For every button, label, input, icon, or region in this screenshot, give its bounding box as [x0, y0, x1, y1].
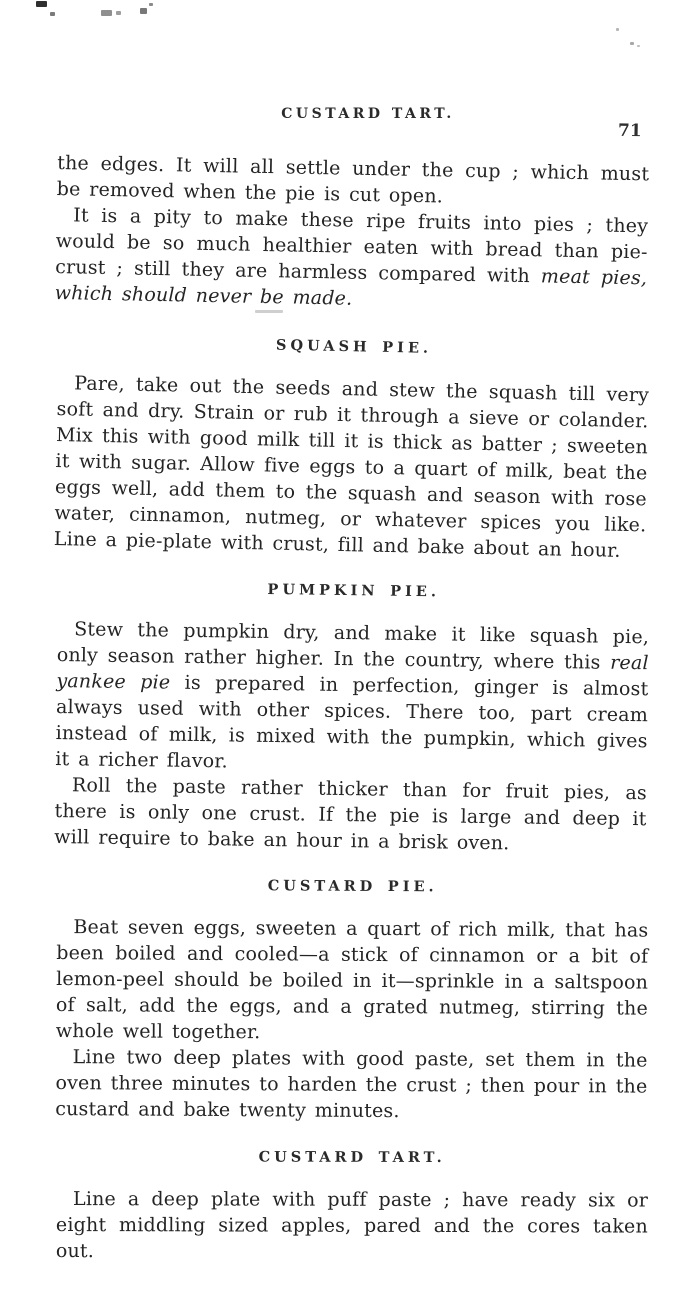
paragraph-text: is prepared in perfection, ginger is almost always used with other spices. There too, part cream instead of milk, is mixed with the pumpkin, which gives it a richer flavor. [55, 671, 649, 773]
paragraph-text-italic: meat pies, which should never be made. [54, 265, 648, 310]
text-block [53, 150, 650, 1264]
scan-speck [630, 42, 634, 45]
section-custard-pie [55, 872, 649, 1126]
paragraph [56, 1186, 648, 1266]
paragraph-text: Beat seven eggs, sweeten a quart of rich milk, that has been boiled and cooled—a stick of cinnamon or a bit of lemon-peel should be boiled in it—sprinkle in a saltspoon of salt, add the eggs, and a grated nutmeg, stirring the whole well together. [55, 916, 649, 1044]
paragraph-text: Line a deep plate with puff paste ; have ready six or eight middling sized apples, pared and the cores taken out. [55, 1188, 649, 1263]
scan-speck [140, 8, 147, 14]
section-custard-tart [56, 1144, 648, 1266]
paragraph-text: Roll the paste rather thicker than for fruit pies, as there is only one crust. If the pie is large and deep it will require to bake an hour in a brisk oven. [54, 774, 648, 855]
section-heading: PUMPKIN PIE. [267, 580, 441, 601]
scan-speck [101, 10, 112, 16]
paragraph-text: Pare, take out the seeds and stew the squash till very soft and dry. Strain or rub it through a sieve or colander. Mix this with good milk till it is thick as batter ; sweeten it with sugar. Allow five eggs to a quart of milk, beat the eggs well, add them to the squash and season with rose water, cinnamon, nutmeg, or whatever spices you like. Line a pie-plate with crust, fill and bake about an hour. [53, 372, 650, 562]
intro-continuation [55, 150, 650, 317]
page-number: 71 [618, 120, 643, 142]
scan-speck [116, 11, 121, 15]
paragraph [55, 616, 649, 780]
section-heading: CUSTARD PIE. [267, 877, 438, 896]
scan-speck [637, 45, 640, 47]
paragraph-text: It is a pity to make these ripe fruits into pies ; they would be so much healthier eaten with bread than pie-crust ; still they are harmless compared with [55, 204, 649, 288]
paragraph-text: Stew the pumpkin dry, and make it like squash pie, only season rather higher. In the country, where this [56, 618, 650, 674]
running-title: CUSTARD TART. [281, 106, 455, 122]
scan-speck [36, 1, 47, 7]
paragraph-text: the edges. It will all settle under the cup ; which must be removed when the pie is cut open. [56, 152, 650, 208]
running-head [36, 106, 700, 122]
section-heading: CUSTARD TART. [258, 1148, 446, 1167]
paragraph [54, 772, 647, 858]
section-squash-pie [54, 328, 651, 564]
scan-speck [50, 12, 55, 16]
section-pumpkin-pie [54, 574, 650, 858]
paragraph [55, 1044, 647, 1126]
paragraph [56, 914, 649, 1048]
scan-speck [616, 28, 619, 31]
paragraph-text: Line two deep plates with good paste, set them in the oven three minutes to harden the crust ; then pour in the custard and bake twenty minutes. [55, 1046, 648, 1123]
paragraph [55, 202, 649, 317]
section-heading: SQUASH PIE. [275, 336, 433, 357]
paragraph-text-italic: real yankee pie [56, 651, 649, 694]
scan-speck [149, 3, 153, 6]
paragraph [54, 370, 650, 564]
